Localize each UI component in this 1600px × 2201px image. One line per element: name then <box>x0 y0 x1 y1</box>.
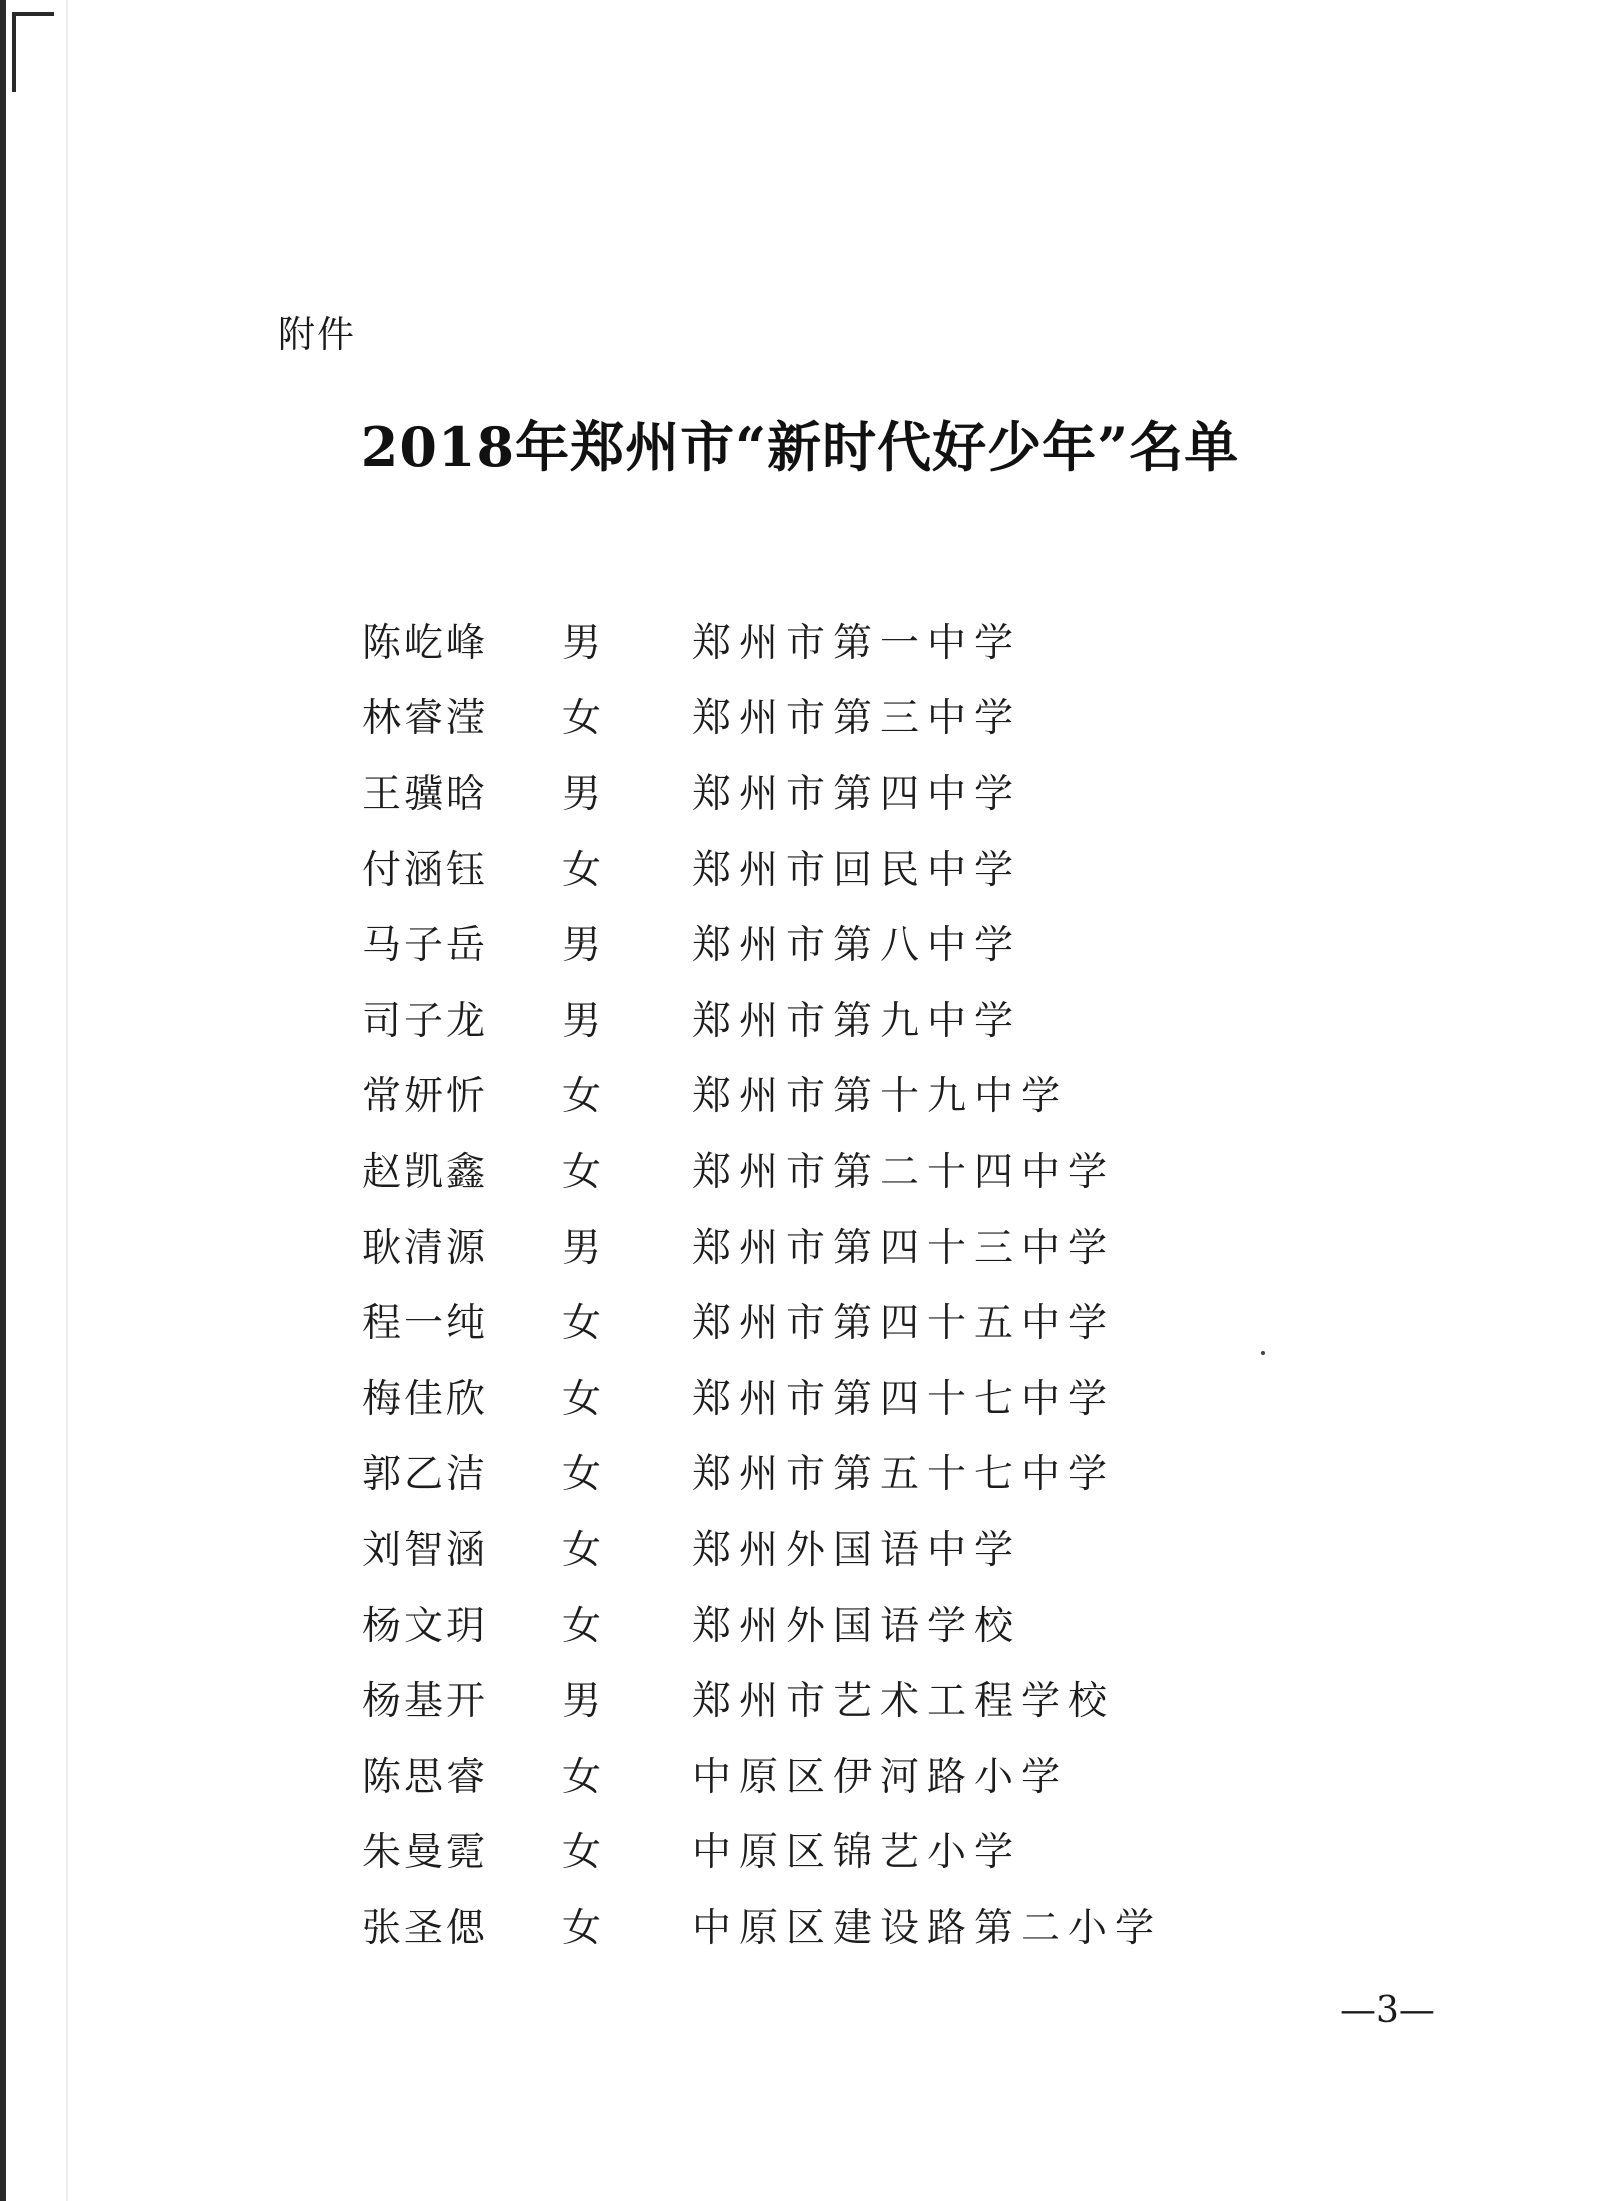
student-school: 郑州市第二十四中学 <box>692 1149 1116 1195</box>
student-name: 赵凯鑫 <box>362 1149 489 1195</box>
student-school: 郑州市回民中学 <box>692 847 1022 893</box>
student-school: 郑州市艺术工程学校 <box>692 1679 1116 1725</box>
student-school: 郑州外国语中学 <box>692 1527 1022 1573</box>
student-name: 马子岳 <box>362 923 489 969</box>
roster-row <box>362 904 1262 980</box>
student-gender: 女 <box>562 1301 604 1347</box>
student-school: 中原区锦艺小学 <box>692 1830 1022 1876</box>
student-school: 郑州市第三中学 <box>692 696 1022 742</box>
roster-row <box>362 1131 1262 1207</box>
student-school: 郑州市第一中学 <box>692 620 1022 666</box>
scan-corner-mark-vertical <box>12 12 16 92</box>
student-school: 中原区建设路第二小学 <box>692 1905 1163 1951</box>
student-name: 林睿滢 <box>362 696 489 742</box>
student-gender: 女 <box>562 1603 604 1649</box>
student-gender: 女 <box>562 1905 604 1951</box>
scan-shadow-line <box>66 0 68 2201</box>
student-name: 陈思睿 <box>362 1754 489 1800</box>
roster-row <box>362 753 1262 829</box>
roster-row <box>362 1736 1262 1812</box>
student-name: 杨文玥 <box>362 1603 489 1649</box>
student-name: 付涵钰 <box>362 847 489 893</box>
student-school: 郑州市第四十三中学 <box>692 1225 1116 1271</box>
attachment-label: 附件 <box>278 313 356 356</box>
roster-row <box>362 1358 1262 1434</box>
student-gender: 男 <box>562 620 604 666</box>
student-gender: 男 <box>562 998 604 1044</box>
student-gender: 男 <box>562 771 604 817</box>
page-number: —3— <box>1340 1990 1435 2031</box>
student-school: 中原区伊河路小学 <box>692 1754 1069 1800</box>
student-school: 郑州市第八中学 <box>692 923 1022 969</box>
student-gender: 女 <box>562 1149 604 1195</box>
student-school: 郑州市第四十五中学 <box>692 1301 1116 1347</box>
student-school: 郑州市第九中学 <box>692 998 1022 1044</box>
student-name: 耿清源 <box>362 1225 489 1271</box>
student-gender: 女 <box>562 1754 604 1800</box>
roster-row <box>362 1207 1262 1283</box>
student-gender: 女 <box>562 847 604 893</box>
student-name: 郭乙洁 <box>362 1452 489 1498</box>
roster-row <box>362 678 1262 754</box>
roster-row <box>362 1660 1262 1736</box>
student-gender: 男 <box>562 923 604 969</box>
roster-list <box>362 602 1262 1963</box>
student-name: 张圣偲 <box>362 1905 489 1951</box>
student-gender: 女 <box>562 696 604 742</box>
roster-row <box>362 1434 1262 1510</box>
student-name: 司子龙 <box>362 998 489 1044</box>
roster-row <box>362 1585 1262 1661</box>
student-gender: 男 <box>562 1225 604 1271</box>
roster-row <box>362 829 1262 905</box>
student-school: 郑州市第五十七中学 <box>692 1452 1116 1498</box>
roster-row <box>362 1509 1262 1585</box>
student-name: 常妍忻 <box>362 1074 489 1120</box>
student-name: 程一纯 <box>362 1301 489 1347</box>
student-gender: 女 <box>562 1452 604 1498</box>
roster-row <box>362 980 1262 1056</box>
student-school: 郑州市第四十七中学 <box>692 1376 1116 1422</box>
scan-edge <box>0 0 6 2201</box>
scan-speck <box>1261 1351 1265 1355</box>
document-title: 2018年郑州市“新时代好少年”名单 <box>360 415 1240 479</box>
roster-row <box>362 1887 1262 1963</box>
student-gender: 女 <box>562 1830 604 1876</box>
roster-row <box>362 1056 1262 1132</box>
student-name: 陈屹峰 <box>362 620 489 666</box>
student-school: 郑州市第四中学 <box>692 771 1022 817</box>
student-name: 梅佳欣 <box>362 1376 489 1422</box>
student-name: 刘智涵 <box>362 1527 489 1573</box>
student-name: 王骥晗 <box>362 771 489 817</box>
student-school: 郑州外国语学校 <box>692 1603 1022 1649</box>
student-gender: 女 <box>562 1527 604 1573</box>
student-school: 郑州市第十九中学 <box>692 1074 1069 1120</box>
student-gender: 男 <box>562 1679 604 1725</box>
student-gender: 女 <box>562 1376 604 1422</box>
student-name: 朱曼霓 <box>362 1830 489 1876</box>
student-name: 杨基开 <box>362 1679 489 1725</box>
student-gender: 女 <box>562 1074 604 1120</box>
roster-row <box>362 1812 1262 1888</box>
roster-row <box>362 602 1262 678</box>
scan-corner-mark <box>12 12 54 16</box>
roster-row <box>362 1282 1262 1358</box>
